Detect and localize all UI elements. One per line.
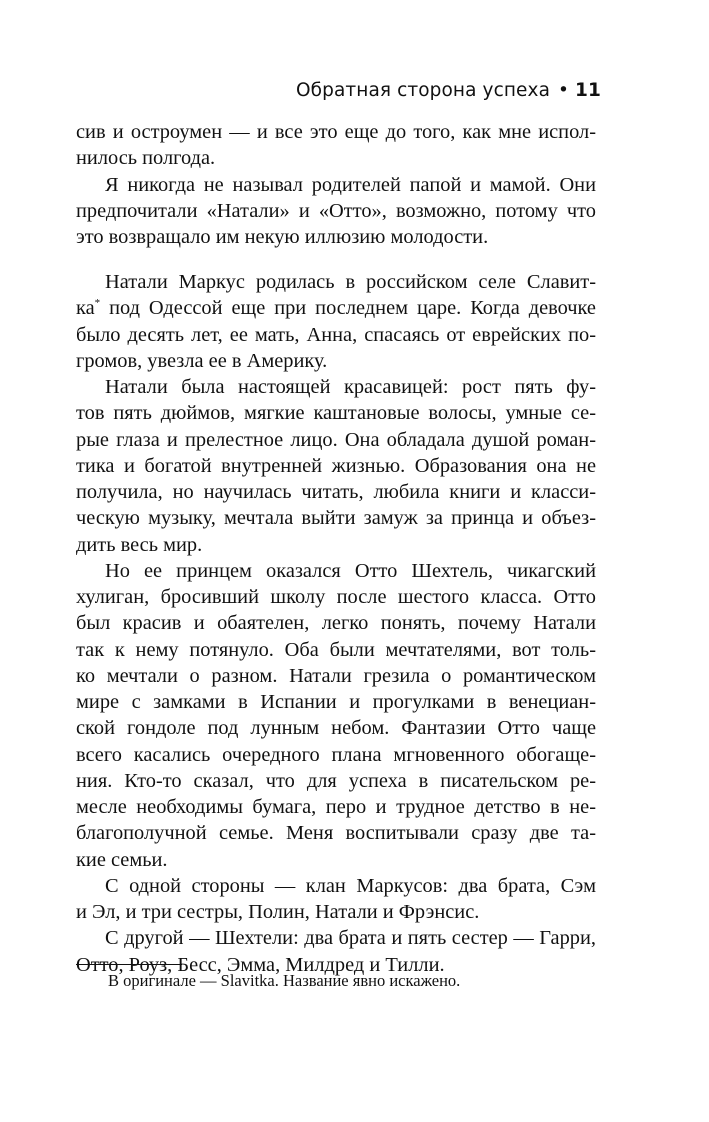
text-line: Натали была настоящей красавицей: рост пять фу- bbox=[105, 376, 596, 398]
text-line: ко мечтали о разном. Натали грезила о романтическом bbox=[76, 664, 596, 687]
text-line: ческую музыку, мечтала выйти замуж за принца и объез- bbox=[76, 507, 596, 530]
text-line-with-footnote bbox=[76, 295, 596, 321]
text-line: благополучной семье. Меня воспитывали сразу две та- bbox=[76, 822, 596, 845]
text-line: хулиган, бросивший школу после шестого класса. Отто bbox=[76, 586, 596, 608]
text-line: Но ее принцем оказался Отто Шехтель, чикагский bbox=[105, 559, 596, 582]
page-number: 11 bbox=[575, 80, 601, 101]
footnote-divider bbox=[76, 964, 182, 965]
footnote-text: В оригинале — Slavitka. Название явно искажено. bbox=[108, 971, 461, 990]
text-line: громов, увезла ее в Америку. bbox=[76, 349, 328, 372]
running-head bbox=[296, 80, 601, 101]
text-fragment: под Одессой еще при последнем царе. Когда девочке bbox=[109, 297, 596, 320]
text-line: сив и остроумен — и все это еще до того, как мне испол- bbox=[76, 121, 596, 143]
footnote-marker: * bbox=[94, 297, 101, 310]
text-line: был красив и обаятелен, легко понять, почему Натали bbox=[76, 612, 596, 635]
text-line: получила, но научилась читать, любила книги и класси- bbox=[76, 481, 596, 503]
text-line: С одной стороны — клан Маркусов: два брата, Сэм bbox=[105, 874, 596, 897]
text-line: месле необходимы бумага, перо и трудное детство в не- bbox=[76, 796, 596, 818]
text-line: ния. Кто-то сказал, что для успеха в писательском ре- bbox=[76, 769, 596, 792]
text-line: было десять лет, ее мать, Анна, спасаясь от еврейских по- bbox=[76, 323, 596, 346]
text-line: так к нему потянуло. Оба были мечтателями, вот толь- bbox=[76, 638, 596, 661]
running-title: Обратная сторона успеха bbox=[295, 80, 551, 101]
text-line: нилось полгода. bbox=[76, 147, 216, 170]
text-line: дить весь мир. bbox=[76, 533, 203, 556]
bullet-separator: • bbox=[558, 80, 570, 101]
text-line: мире с замками в Испании и прогулками в венециан- bbox=[76, 691, 596, 713]
text-line: Натали Маркус родилась в российском селе Славит- bbox=[105, 271, 596, 293]
text-line: тика и богатой внутренней жизнью. Образования она не bbox=[76, 454, 596, 477]
text-fragment: ка bbox=[76, 297, 95, 320]
text-line: всего касались очередного плана мгновенного обогаще- bbox=[76, 743, 596, 766]
paragraph-group-2 bbox=[76, 269, 596, 978]
text-line: Я никогда не называл родителей папой и мамой. Они bbox=[105, 173, 596, 196]
text-line: ской гондоле под лунным небом. Фантазии Отто чаще bbox=[76, 717, 596, 740]
text-line: тов пять дюймов, мягкие каштановые волосы, умные се- bbox=[76, 402, 596, 425]
text-line: рые глаза и прелестное лицо. Она обладала душой роман- bbox=[76, 428, 596, 451]
text-line: С другой — Шехтели: два брата и пять сестер — Гарри, bbox=[105, 927, 596, 950]
text-line: предпочитали «Натали» и «Отто», возможно, потому что bbox=[76, 199, 596, 222]
text-line: это возвращало им некую иллюзию молодости. bbox=[76, 226, 489, 248]
text-line: кие семьи. bbox=[76, 848, 168, 871]
text-line: Отто, Роуз, Бесс, Эмма, Милдред и Тилли. bbox=[76, 953, 445, 976]
text-line: и Эл, и три сестры, Полин, Натали и Фрэнсис. bbox=[76, 901, 480, 923]
paragraph-group-1 bbox=[76, 119, 596, 250]
